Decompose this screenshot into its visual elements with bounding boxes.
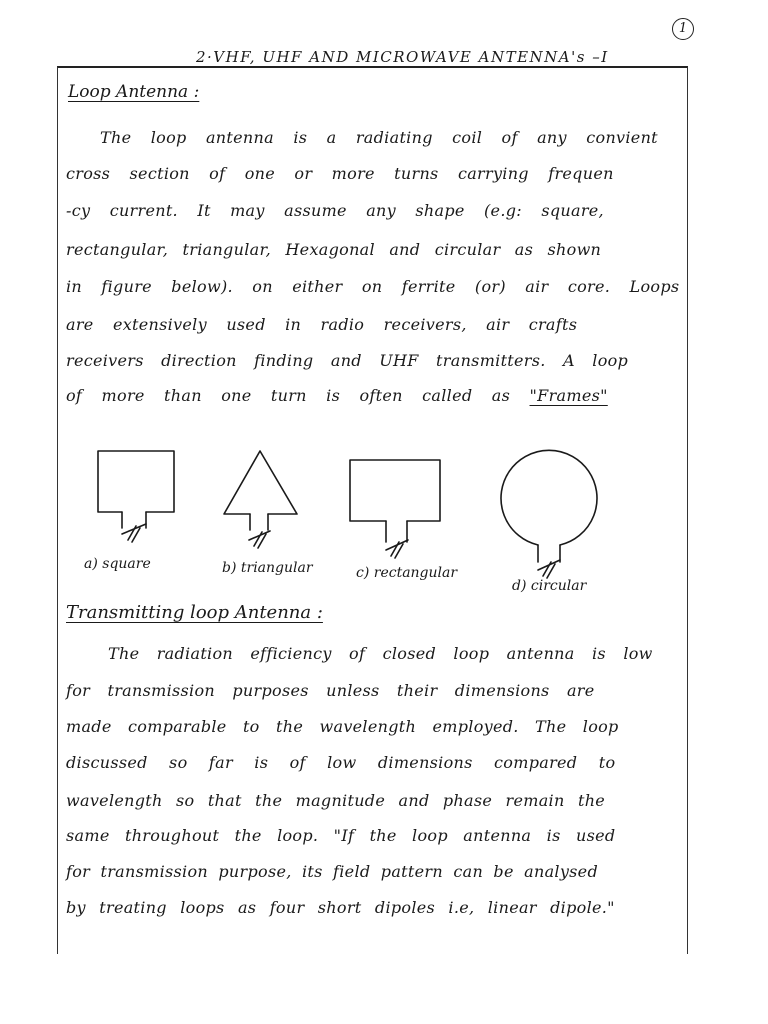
document-title: 2·VHF, UHF AND MICROWAVE ANTENNA's –I (196, 48, 609, 66)
paragraph-line: by treating loops as four short dipoles i.e, linear dipole." (66, 898, 615, 917)
square-loop-shape (98, 451, 174, 542)
rectangular-loop-shape (350, 460, 440, 558)
paragraph-line: in figure below). on either on ferrite (or) air core. Loops (66, 277, 680, 296)
figure-label-triangular: b) triangular (222, 560, 313, 576)
heading-loop-antenna: Loop Antenna : (68, 82, 200, 102)
circular-loop-shape (501, 450, 597, 578)
paragraph-line: receivers direction finding and UHF transmitters. A loop (66, 351, 629, 370)
paragraph-line: -cy current. It may assume any shape (e.g: square, (66, 201, 604, 220)
triangular-loop-shape (224, 451, 297, 548)
paragraph-line: for transmission purpose, its field pattern can be analysed (66, 862, 598, 881)
paragraph-line: cross section of one or more turns carrying frequen (66, 164, 614, 183)
frames-term: "Frames" (529, 386, 608, 405)
paragraph-line: made comparable to the wavelength employed. The loop (66, 717, 619, 736)
page-number: 1 (672, 18, 694, 40)
figure-label-square: a) square (84, 556, 151, 572)
paragraph-line: same throughout the loop. "If the loop antenna is used (66, 826, 616, 845)
paragraph-line: wavelength so that the magnitude and phase remain the (66, 791, 606, 810)
figure-label-circular: d) circular (512, 578, 587, 594)
paragraph-line: for transmission purposes unless their dimensions are (66, 681, 595, 700)
heading-transmitting-loop-antenna: Transmitting loop Antenna : (66, 602, 323, 623)
paragraph-line: The radiation efficiency of closed loop antenna is low (108, 644, 653, 663)
paragraph-line: rectangular, triangular, Hexagonal and circular as shown (66, 240, 602, 259)
paragraph-line-text: of more than one turn is often called as (66, 386, 530, 405)
paragraph-line: The loop antenna is a radiating coil of any convient (100, 128, 658, 147)
figure-label-rectangular: c) rectangular (356, 565, 458, 581)
paragraph-line: discussed so far is of low dimensions compared to (66, 753, 616, 772)
paragraph-line: are extensively used in radio receivers, air crafts (66, 315, 578, 334)
